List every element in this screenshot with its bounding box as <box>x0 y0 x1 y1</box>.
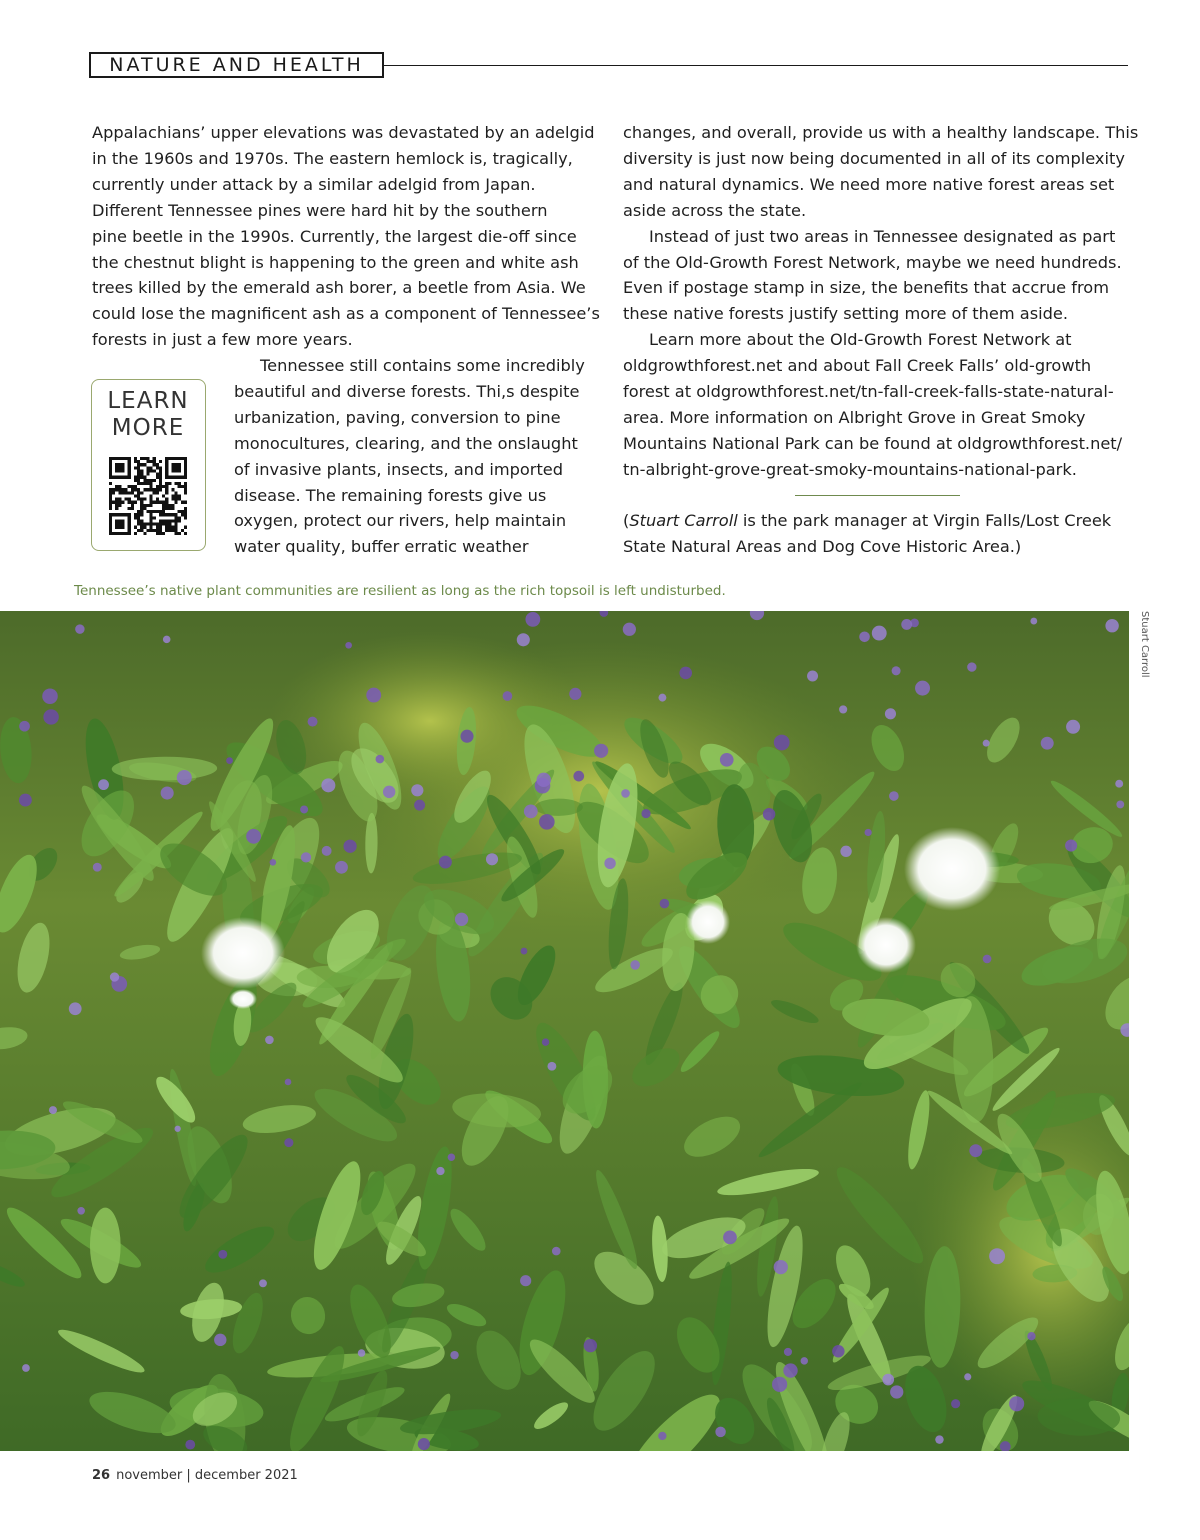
text-line: Mountains National Park can be found at oldgrowthforest.net/ <box>623 433 1123 453</box>
text-line: trees killed by the emerald ash borer, a beetle from Asia. We <box>92 278 586 298</box>
left-column-top <box>92 120 602 353</box>
right-column <box>623 120 1143 483</box>
text-line: forests in just a few more years. <box>92 330 353 350</box>
author-name: Stuart Carroll <box>629 511 738 530</box>
bio-open-paren: ( <box>623 511 630 530</box>
text-line: Appalachians’ upper elevations was devastated by an adelgid <box>92 123 595 142</box>
section-label-text: NATURE AND HEALTH <box>109 54 364 76</box>
page-number: 26 <box>92 1468 111 1483</box>
text-line: changes, and overall, provide us with a healthy landscape. This <box>623 123 1139 142</box>
text-line: could lose the magnificent ash as a component of Tennessee’s <box>92 304 600 324</box>
text-line: urbanization, paving, conversion to pine <box>234 407 561 427</box>
right-paragraph-3 <box>623 327 1143 482</box>
author-bio <box>623 508 1143 560</box>
bio-line-2: State Natural Areas and Dog Cove Historic Area.) <box>623 536 1022 556</box>
end-rule <box>795 495 960 496</box>
text-line: Instead of just two areas in Tennessee designated as part <box>649 226 1116 246</box>
text-line: Different Tennessee pines were hard hit by the southern <box>92 200 548 220</box>
learn-more-label <box>92 388 204 442</box>
learn-more-box[interactable] <box>91 379 206 551</box>
text-line: and natural dynamics. We need more native forest areas set <box>623 174 1115 194</box>
photo-caption: Tennessee’s native plant communities are resilient as long as the rich topsoil is left undisturbed. <box>74 583 726 599</box>
photo-illustration <box>0 611 1129 1451</box>
qr-code-icon[interactable] <box>109 457 187 535</box>
left-paragraph-1 <box>92 120 602 353</box>
left-column-bottom <box>234 353 604 560</box>
text-line: oldgrowthforest.net and about Fall Creek Falls’ old-growth <box>623 356 1092 376</box>
section-label <box>89 52 384 78</box>
header-rule <box>384 65 1128 66</box>
text-line: currently under attack by a similar adelgid from Japan. <box>92 174 536 194</box>
text-line: in the 1960s and 1970s. The eastern hemlock is, tragically, <box>92 148 573 168</box>
right-paragraph-1 <box>623 120 1143 224</box>
text-line: monocultures, clearing, and the onslaught <box>234 433 578 453</box>
text-line: forest at oldgrowthforest.net/tn-fall-creek-falls-state-natural- <box>623 382 1114 402</box>
text-line: of invasive plants, insects, and imported <box>234 459 564 479</box>
text-line: tn-albright-grove-great-smoky-mountains-national-park. <box>623 459 1077 479</box>
text-line: area. More information on Albright Grove in Great Smoky <box>623 407 1086 427</box>
text-line: disease. The remaining forests give us <box>234 485 547 505</box>
text-line: aside across the state. <box>623 200 807 220</box>
text-line: pine beetle in the 1990s. Currently, the largest die-off since <box>92 226 577 246</box>
page-footer <box>92 1468 298 1483</box>
text-line: oxygen, protect our rivers, help maintain <box>234 511 567 531</box>
learn-more-line-1: LEARN <box>107 388 189 414</box>
photo-credit: Stuart Carroll <box>1139 611 1150 678</box>
bio-rest: is the park manager at Virgin Falls/Lost Creek <box>737 511 1112 530</box>
text-line: Tennessee still contains some incredibly <box>260 356 585 375</box>
text-line: water quality, buffer erratic weather <box>234 537 529 557</box>
text-line: of the Old-Growth Forest Network, maybe we need hundreds. <box>623 252 1122 272</box>
bio-paragraph <box>623 508 1143 560</box>
text-line: Learn more about the Old-Growth Forest Network at <box>649 330 1072 350</box>
text-line: these native forests justify setting more of them aside. <box>623 304 1069 324</box>
text-line: diversity is just now being documented in all of its complexity <box>623 148 1125 168</box>
left-paragraph-2 <box>234 353 604 560</box>
text-line: beautiful and diverse forests. Thi,s despite <box>234 381 580 401</box>
forest-floor-photo <box>0 611 1129 1451</box>
learn-more-line-2: MORE <box>111 415 185 441</box>
right-paragraph-2 <box>623 224 1143 328</box>
text-line: the chestnut blight is happening to the green and white ash <box>92 252 579 272</box>
text-line: Even if postage stamp in size, the benefits that accrue from <box>623 278 1109 298</box>
bio-line-1 <box>623 508 1143 534</box>
issue-date: november | december 2021 <box>116 1468 298 1483</box>
